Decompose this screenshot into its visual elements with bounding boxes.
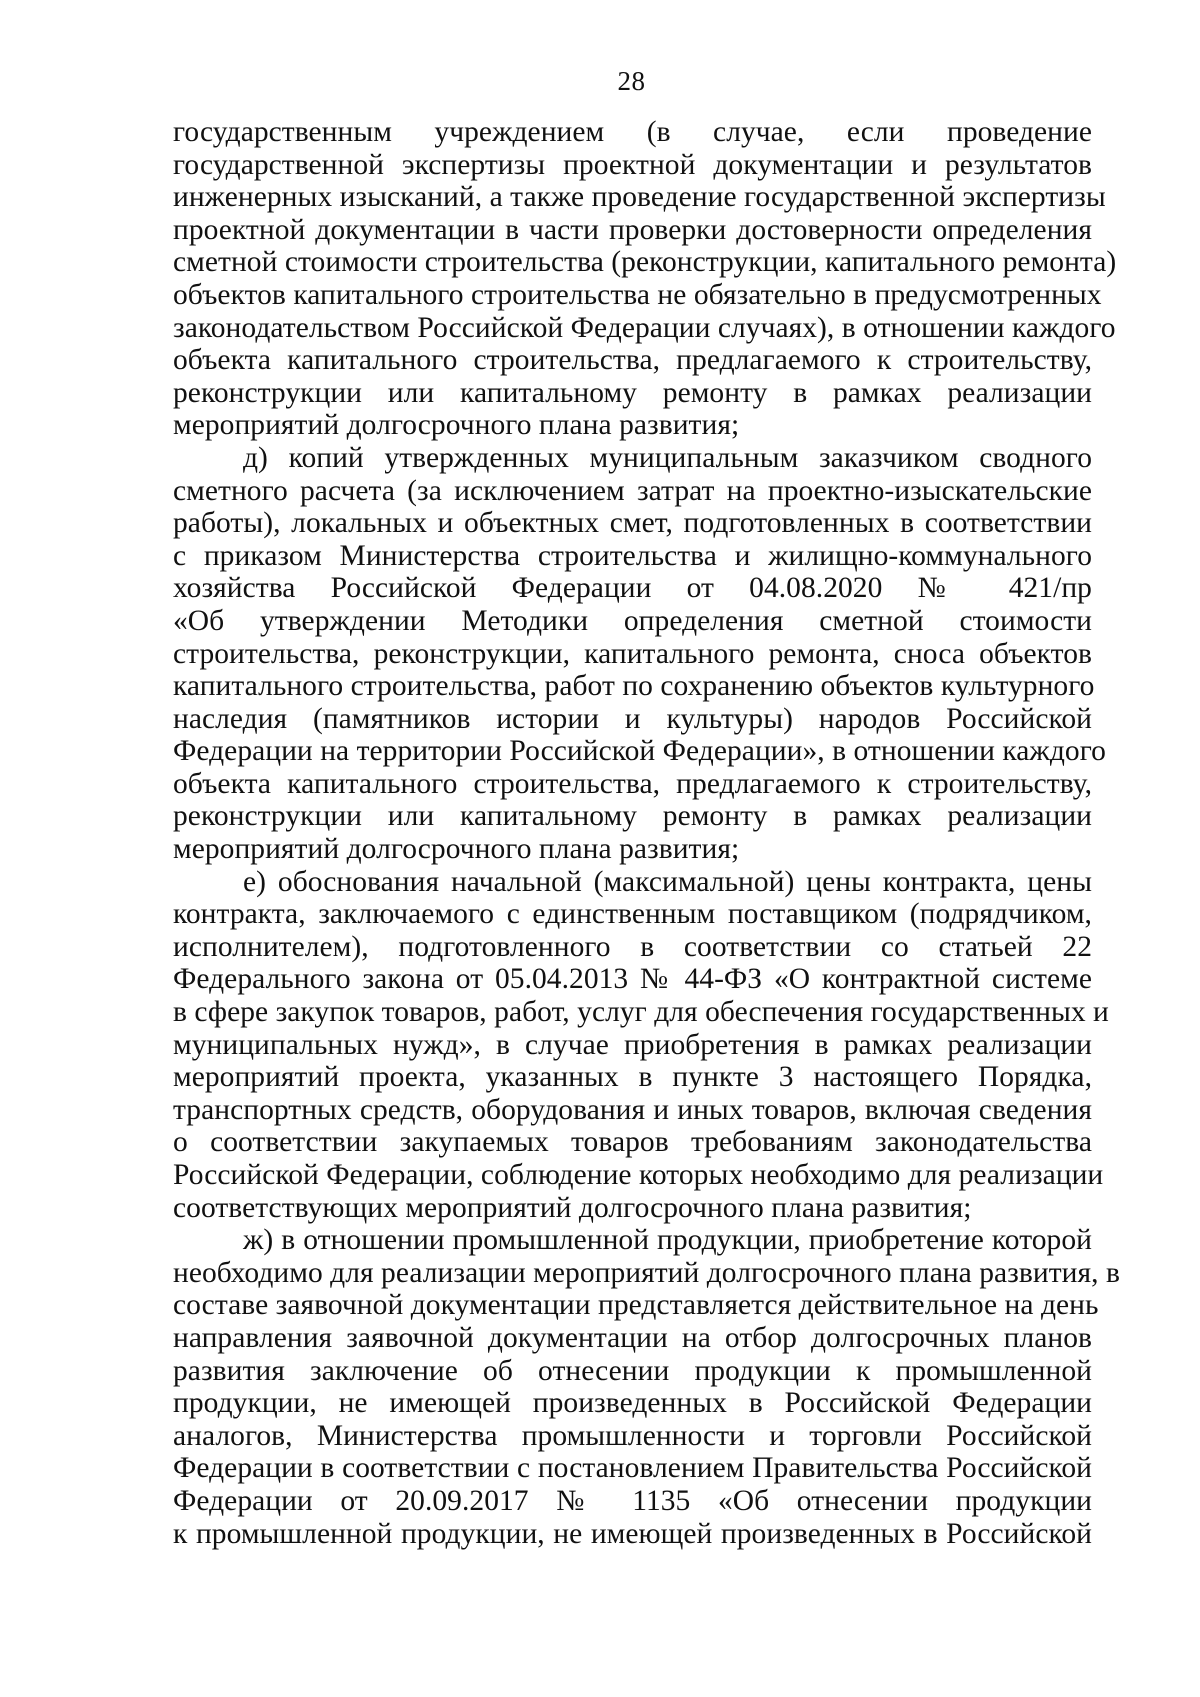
text-line: развития заключение об отнесении продукции к промышленной bbox=[173, 1354, 1092, 1387]
text-line: аналогов, Министерства промышленности и торговли Российской bbox=[173, 1419, 1092, 1452]
text-line: Федерального закона от 05.04.2013 № 44-ФЗ «О контрактной системе bbox=[173, 963, 1092, 996]
text-line: строительства, реконструкции, капитального ремонта, сноса объектов bbox=[173, 637, 1092, 670]
text-line: наследия (памятников истории и культуры) народов Российской bbox=[173, 702, 1092, 735]
paragraph-zh bbox=[173, 1224, 1120, 1550]
text-line: реконструкции или капитальному ремонту в рамках реализации bbox=[173, 376, 1092, 409]
text-line: объекта капитального строительства, предлагаемого к строительству, bbox=[173, 767, 1092, 800]
text-line: мероприятий долгосрочного плана развития; bbox=[173, 409, 740, 442]
text-line: инженерных изысканий, а также проведение государственной экспертизы bbox=[173, 181, 1106, 214]
text-line: законодательством Российской Федерации случаях), в отношении каждого bbox=[173, 311, 1116, 344]
text-line: капитального строительства, работ по сохранению объектов культурного bbox=[173, 670, 1095, 703]
text-line: сметного расчета (за исключением затрат на проектно-изыскательские bbox=[173, 474, 1092, 507]
paragraph-d bbox=[173, 441, 1106, 866]
text-line: объекта капитального строительства, предлагаемого к строительству, bbox=[173, 344, 1092, 377]
text-line: Российской Федерации, соблюдение которых необходимо для реализации bbox=[173, 1159, 1104, 1191]
text-line: к промышленной продукции, не имеющей произведенных в Российской bbox=[173, 1517, 1092, 1550]
document-body bbox=[173, 116, 1120, 1550]
text-line: объектов капитального строительства не обязательно в предусмотренных bbox=[173, 278, 1102, 311]
text-line: продукции, не имеющей произведенных в Российской Федерации bbox=[173, 1387, 1092, 1420]
text-line: «Об утверждении Методики определения сметной стоимости bbox=[173, 604, 1092, 637]
text-line: мероприятий проекта, указанных в пункте 3 настоящего Порядка, bbox=[173, 1061, 1092, 1094]
text-line: необходимо для реализации мероприятий долгосрочного плана развития, в bbox=[173, 1256, 1120, 1289]
paragraph-continued bbox=[173, 116, 1117, 442]
text-line: реконструкции или капитальному ремонту в рамках реализации bbox=[173, 800, 1092, 833]
text-line: работы), локальных и объектных смет, подготовленных в соответствии bbox=[173, 507, 1092, 540]
text-line: д) копий утвержденных муниципальным заказчиком сводного bbox=[243, 441, 1092, 474]
text-line: государственной экспертизы проектной документации и результатов bbox=[173, 148, 1092, 181]
text-line: государственным учреждением (в случае, если проведение bbox=[173, 116, 1092, 148]
text-line: е) обоснования начальной (максимальной) цены контракта, цены bbox=[243, 865, 1092, 898]
text-line: исполнителем), подготовленного в соответствии со статьей 22 bbox=[173, 930, 1092, 963]
text-line: хозяйства Российской Федерации от 04.08.2020 № 421/пр bbox=[173, 572, 1092, 605]
text-line: соответствующих мероприятий долгосрочного плана развития; bbox=[173, 1191, 972, 1224]
text-line: с приказом Министерства строительства и жилищно-коммунального bbox=[173, 539, 1092, 572]
text-line: контракта, заключаемого с единственным поставщиком (подрядчиком, bbox=[173, 898, 1092, 931]
text-line: Федерации на территории Российской Федерации», в отношении каждого bbox=[173, 735, 1106, 768]
text-line: муниципальных нужд», в случае приобретения в рамках реализации bbox=[173, 1028, 1092, 1061]
text-line: сметной стоимости строительства (реконструкции, капитального ремонта) bbox=[173, 246, 1117, 279]
page-number: 28 bbox=[617, 66, 646, 96]
paragraph-e bbox=[173, 865, 1109, 1225]
text-line: составе заявочной документации представляется действительное на день bbox=[173, 1289, 1099, 1322]
text-line: мероприятий долгосрочного плана развития; bbox=[173, 833, 740, 866]
text-line: направления заявочной документации на отбор долгосрочных планов bbox=[173, 1321, 1092, 1354]
text-line: ж) в отношении промышленной продукции, приобретение которой bbox=[243, 1224, 1092, 1257]
text-line: Федерации в соответствии с постановлением Правительства Российской bbox=[173, 1452, 1092, 1485]
text-line: Федерации от 20.09.2017 № 1135 «Об отнесении продукции bbox=[173, 1484, 1092, 1517]
text-line: проектной документации в части проверки достоверности определения bbox=[173, 213, 1092, 246]
text-line: транспортных средств, оборудования и иных товаров, включая сведения bbox=[173, 1093, 1092, 1126]
text-line: о соответствии закупаемых товаров требованиям законодательства bbox=[173, 1126, 1092, 1159]
text-line: в сфере закупок товаров, работ, услуг для обеспечения государственных и bbox=[173, 996, 1109, 1029]
